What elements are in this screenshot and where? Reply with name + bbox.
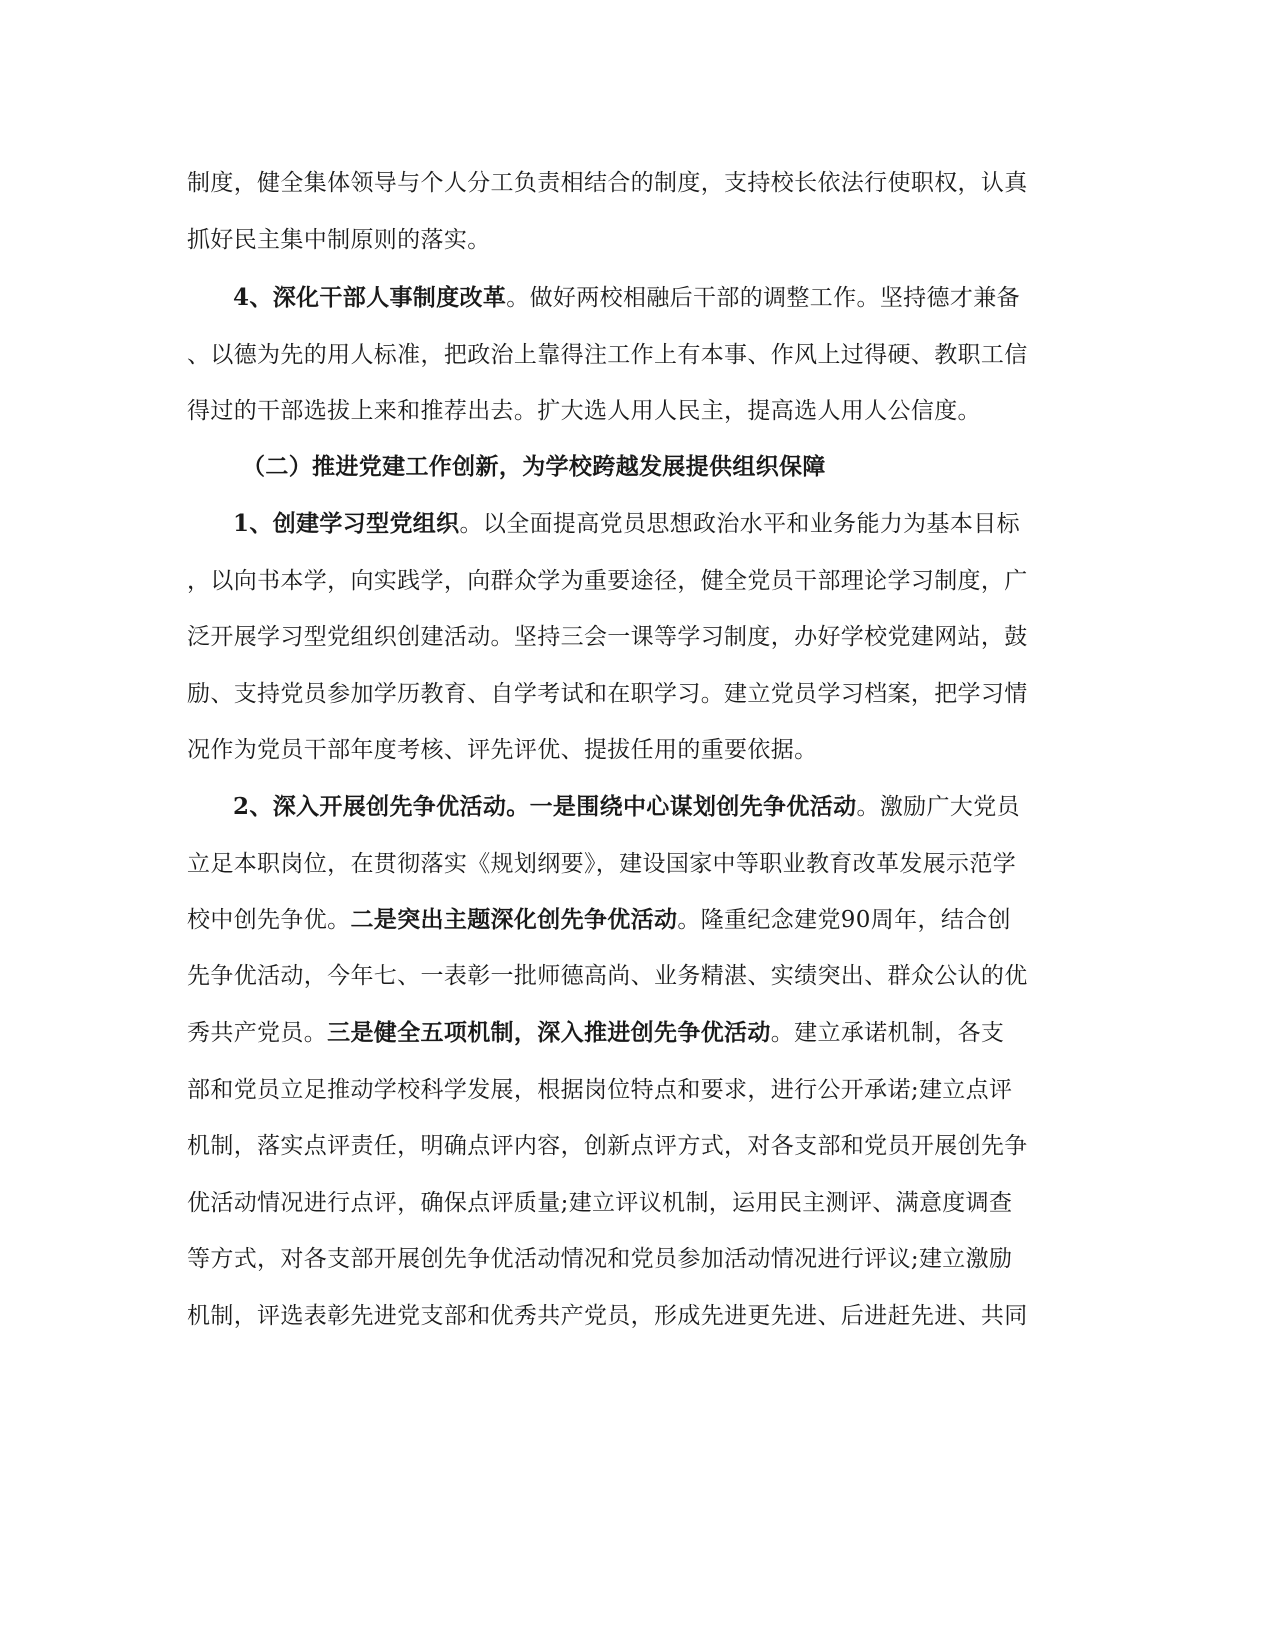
body-line — [187, 1075, 1087, 1105]
text-run: 。隆重纪念建党90周年，结合创 — [677, 907, 1011, 933]
body-line — [187, 1301, 1087, 1331]
body-line — [187, 340, 1087, 370]
body-line — [187, 1131, 1087, 1161]
text-run: 校中创先争优。 — [187, 907, 351, 933]
body-line — [187, 1244, 1087, 1274]
text-run: 。激励广大党员 — [856, 794, 1020, 820]
text-run: 。以全面提高党员思想政治水平和业务能力为基本目标 — [459, 511, 1020, 537]
text-run: 机制，评选表彰先进党支部和优秀共产党员，形成先进更先进、后进赶先进、共同 — [187, 1303, 1028, 1329]
item-heading-line — [233, 509, 1133, 539]
text-run: 优活动情况进行点评，确保点评质量;建立评议机制，运用民主测评、满意度调查 — [187, 1190, 1013, 1216]
text-run: 况作为党员干部年度考核、评先评优、提拔任用的重要依据。 — [187, 737, 818, 763]
item-heading: 2、深入开展创先争优活动。 — [233, 793, 530, 820]
text-run: 机制，落实点评责任，明确点评内容，创新点评方式，对各支部和党员开展创先争 — [187, 1133, 1028, 1159]
text-run: 、以德为先的用人标准，把政治上靠得注工作上有本事、作风上过得硬、教职工信 — [187, 342, 1028, 368]
text-run: 得过的干部选拔上来和推荐出去。扩大选人用人民主，提高选人用人公信度。 — [187, 398, 981, 424]
text-run: 部和党员立足推动学校科学发展，根据岗位特点和要求，进行公开承诺;建立点评 — [187, 1077, 1013, 1103]
text-run: ，以向书本学，向实践学，向群众学为重要途径，健全党员干部理论学习制度，广 — [187, 568, 1028, 594]
item-heading: 1、创建学习型党组织 — [233, 510, 460, 537]
body-line — [187, 566, 1087, 596]
body-line — [187, 225, 1087, 255]
text-run: 制度，健全集体领导与个人分工负责相结合的制度，支持校长依法行使职权，认真 — [187, 170, 1028, 196]
item-heading-line — [233, 283, 1133, 313]
body-line — [187, 849, 1087, 879]
sub-heading: 一是围绕中心谋划创先争优活动 — [529, 793, 857, 820]
sub-heading: 三是健全五项机制，深入推进创先争优活动 — [327, 1019, 771, 1046]
text-run: 。做好两校相融后干部的调整工作。坚持德才兼备 — [506, 285, 1020, 311]
section-heading: （二）推进党建工作创新，为学校跨越发展提供组织保障 — [242, 453, 826, 480]
body-line — [187, 1018, 1087, 1048]
body-line — [187, 1188, 1087, 1218]
body-line — [187, 396, 1087, 426]
body-line — [187, 735, 1087, 765]
text-run: 抓好民主集中制原则的落实。 — [187, 227, 491, 253]
sub-heading: 二是突出主题深化创先争优活动 — [350, 906, 678, 933]
body-line — [187, 168, 1087, 198]
body-line — [187, 905, 1087, 935]
text-run: 励、支持党员参加学历教育、自学考试和在职学习。建立党员学习档案，把学习情 — [187, 681, 1028, 707]
section-heading-line — [242, 452, 1142, 482]
item-heading-line — [233, 792, 1133, 822]
body-line — [187, 679, 1087, 709]
text-run: 泛开展学习型党组织创建活动。坚持三会一课等学习制度，办好学校党建网站，鼓 — [187, 624, 1028, 650]
text-run: 立足本职岗位，在贯彻落实《规划纲要》，建设国家中等职业教育改革发展示范学 — [187, 851, 1017, 877]
text-run: 。建立承诺机制，各支 — [770, 1020, 1005, 1046]
body-line — [187, 622, 1087, 652]
text-run: 先争优活动，今年七、一表彰一批师德高尚、业务精湛、实绩突出、群众公认的优 — [187, 963, 1028, 989]
text-run: 等方式，对各支部开展创先争优活动情况和党员参加活动情况进行评议;建立激励 — [187, 1246, 1013, 1272]
item-heading: 4、深化干部人事制度改革 — [233, 284, 507, 311]
text-run: 秀共产党员。 — [187, 1020, 328, 1046]
body-line — [187, 961, 1087, 991]
